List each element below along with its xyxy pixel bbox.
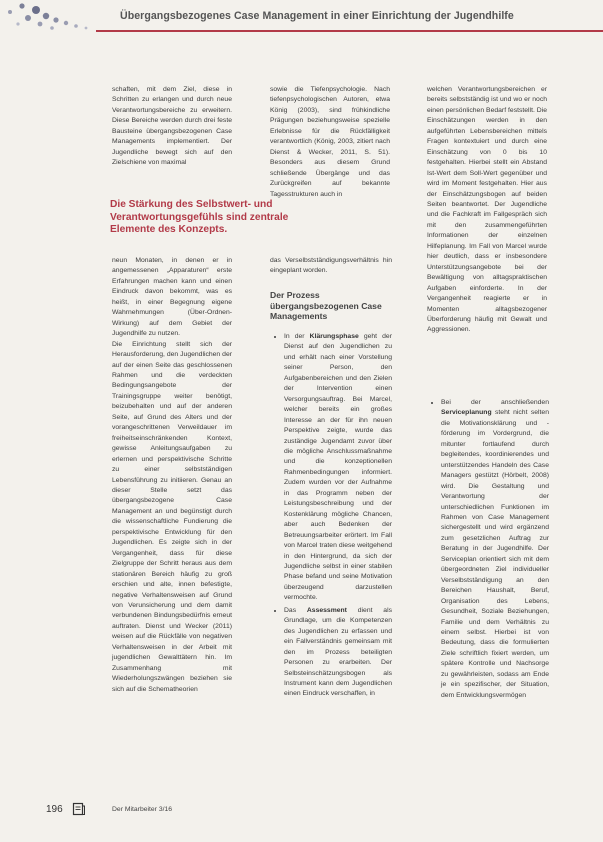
section-heading: Der Prozess übergangsbezogenen Case Managements [270,290,382,321]
column-1-top [112,85,232,169]
column-1-body [112,256,232,695]
paragraph: das Verselbstständigungsverhältnis hin eingeplant worden. [270,257,392,275]
paragraph: neun Monaten, in denen er in angemessenen „Apparaturen“ erste Erfahrungen machen kann und einen Eindruck davon bekommt, was es heißt, in einer Begegnung eigene Wahrnehmungen (Über-Ordnen-Wirkung) auf dem Gebiet der Jugendhilfe zu nutzen. [112,257,232,338]
list-item: • In der Klärungsphase geht der Dienst auf den Jugendlichen zu und erhält nach einer Vorstellung seiner Person, den Aufgabenbereichen und den Zielen der Intervention einen Versorgungsauftrag. Bei Marcel, welcher bereits ein großes Interesse an der für ihn neuen Perspektive zeigte, wurde das zuständige Jugendamt zuvor über die mögliche Anschlussmaßnahme und die konzeptionellen Rahmenbedingungen informiert. Zudem wurden vor der Aufnahme in das Programm neben der Leistungsbeschreibung und der Kostenklärung mögliche Chancen, aber auch Bedenken der Betreuungsarbeiter erörtert. Im Fall von Marcel traten diese weitgehend in den Hintergrund, da sich der Jugendliche selbst in einer stabilen Phase befand und seine Motivation überzeugend darzustellen vermochte. [284,332,392,604]
paragraph: sowie die Tiefenpsychologie. Nach tiefenpsychologischen Autoren, etwa König (2003), sind frühkindliche Prägungen beziehungsweise spezielle Erlebnisse für die Rückfälligkeit verantwortlich (König, 2003, zitiert nach Dienst & Wecker, 2011, S. 51). Besonders aus diesem Grund schließende Übergänge und das Zurückgreifen auf bekannte Tagesstrukturen auch in [270,86,390,198]
paragraph: schaften, mit dem Ziel, diese in Schritten zu erlangen und durch neue Verantwortungsbereiche zu erweitern. Diese Bereiche werden durch drei feste Bausteine übergangsbezogenen Case Managements implementiert. Der Jugendliche bewegt sich auf den Zielschiene von maximal [112,86,232,167]
process-bullets [270,332,392,702]
list-item: • Bei der anschließenden Serviceplanung steht nicht selten die Motivationsklärung und -förderung im Vordergrund, die mitunter fortlaufend durch begleitendes, koordinierendes und unterstützendes Handeln des Case Managers gestützt (Hörbelt, 2008) wird. Die Gestaltung und Verantwortung der unterschiedlichen Funktionen im Rahmen von Case Management sichergestellt und wird ergänzend zum gesetzlichen Auftrag zur Beratung in der Jugendhilfe. Der Serviceplan orientiert sich mit dem übergeordneten Ziel individueller Verselbstständigung an den Bereichen Haushalt, Beruf, Organisation des Lebens, Gesundheit, Soziale Beziehungen, Familie und dem Verhältnis zu einem selbst. Hierbei ist von Bedeutung, dass die formulierten Ziele schriftlich fixiert werden, um spätere Kontrolle und Nachsorge zu gewährleisten, sodass am Ende je ein spezifischer, der Situation, dem Entwicklungsvermögen [441,398,549,701]
paragraph: welchen Verantwortungsbereichen er bereits selbstständig ist und wo er noch einen persönlichen Bedarf feststellt. Die Einschätzungen werden in den aufgeführten Lebensbereichen mittels Fragen kontextuiert und durch eine Einschätzung von 0 bis 10 festgehalten. Hierbei stellt ein Abstand Ist-Wert dem Soll-Wert gegenüber und wird im Moment festgehalten. Hier aus der Einschätzungsbogen auf beiden Seiten beantwortet. Der Jugendliche und die Fachkraft im Fallgespräch sich mit den zusammengeführten Informationen der einzelnen Hilfeplanung. Im Fall von Marcel wurde hier deutlich, dass er insbesondere Unterstützungsangebote bei der Bewältigung von alltagspraktischen Aufgaben einforderte. In der Vergangenheit reagierte er in Momenten alltagsbezogener Überforderung häufig mit Gewalt und Aggressionen. [427,86,547,334]
header-rule [96,30,603,32]
process-bullets-continued [427,398,549,703]
document-icon [72,802,86,816]
column-3 [427,85,547,336]
column-2-top [270,85,390,200]
running-header-title: Übergangsbezogenes Case Management in einer Einrichtung der Jugendhilfe [120,10,514,22]
magazine-name: Der Mitarbeiter 3/16 [112,806,173,813]
list-item: • Das Assessment dient als Grundlage, um die Kompetenzen des Jugendlichen zu erfassen und ein Fallverständnis gemeinsam mit den im Prozess beteiligten Personen zu erarbeiten. Der Selbsteinschätzungsbogen als Instrument kann dem Jugendlichen einen Eindruck verschaffen, in [284,606,392,700]
page-number: 196 [46,804,63,815]
paragraph: Die Einrichtung stellt sich der Herausforderung, den Jugendlichen der auf der einen Seite das geschlossenen Rahmen und die verdeckten Bedingungsangebote der Trainingsgruppe weiter benötigt, beizubehalten und auf der anderen Seite, auf Grund des Alters und der vorangeschrittenen Verweildauer im freiheitseinschränkenden Kontext, gewisse Anleitungsaufgaben zu erlernen und perspektivische Schritte zu einer selbstständigen Lebensführung zu initiieren. Genau an dieser Stelle setzt das übergangsbezogene Case Management an und begünstigt durch die wissenschaftliche Fundierung die perspektivische Entwicklung für den Jugendlichen. Es zeigte sich in der Vergangenheit, dass für diese Zielgruppe der Schritt heraus aus dem stationären Bereich häufig zu groß erschien und alte, innen befestigte, negative Verhaltensweisen auf Grund von Verunsicherung und dem damit verbundenen Bindungsbedürfnis erneut auftraten. Dienst und Wecker (2011) weisen auf die Rückfälle von negativen Verhaltensweisen in der Arbeit mit jugendlichen Gewalttätern hin. Im Zusammenhang mit Wiederholungszwängen beziehen sie sich auf die Schematheorien [112,340,232,693]
halftone-dots-icon [0,0,110,34]
column-2-mid [270,256,392,277]
page-header [0,0,603,34]
pull-quote: Die Stärkung des Selbstwert- und Verantwortungsgefühls sind zentrale Elemente des Konzepts. [110,199,289,235]
